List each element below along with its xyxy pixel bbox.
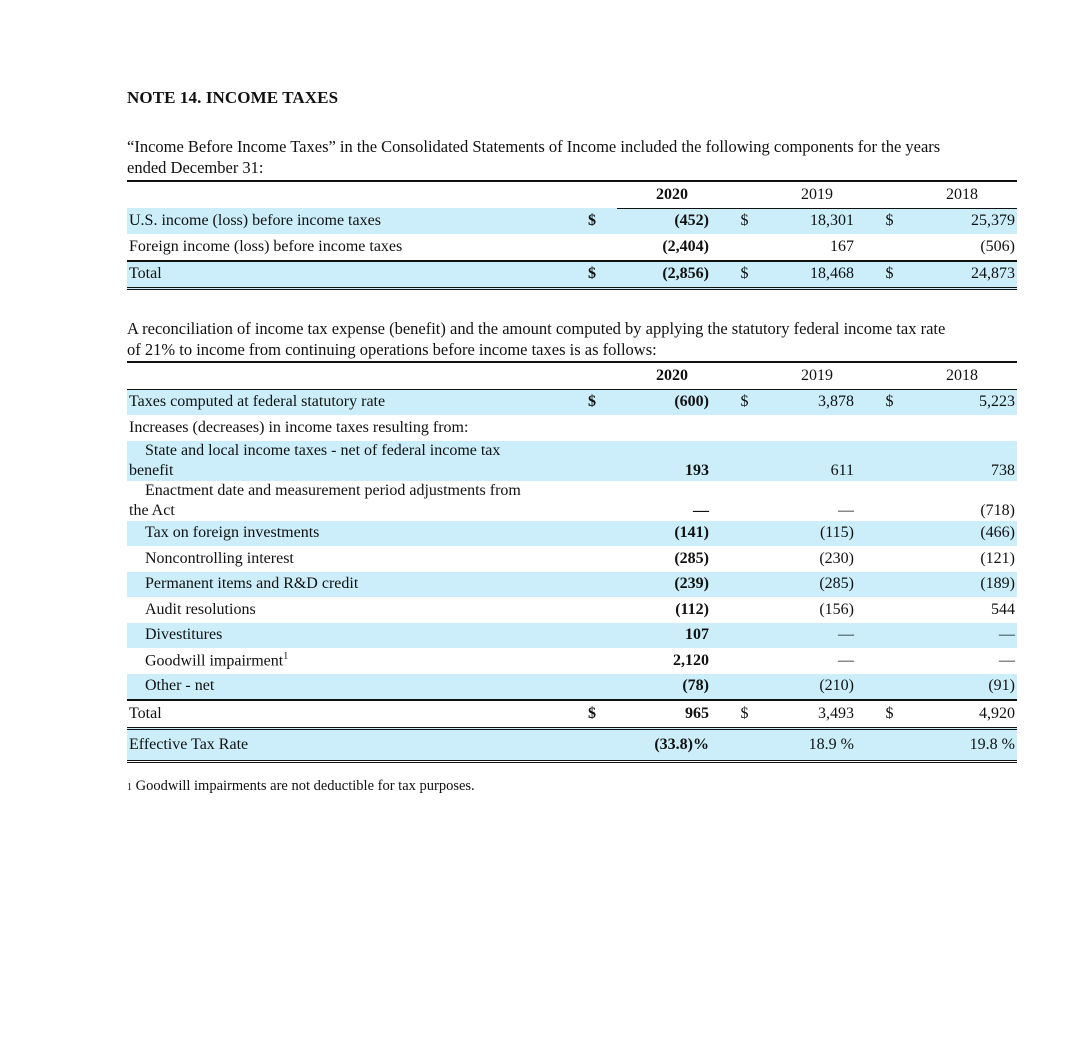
tax-reconciliation-table [127, 361, 1017, 763]
table-row: Foreign income (loss) before income taxes (2,404) 167 (506) [129, 237, 1015, 255]
table-row: Audit resolutions (112) (156) 544 [145, 600, 1015, 618]
table-row-effective-rate: Effective Tax Rate (33.8)% 18.9 % 19.8 % [127, 728, 1017, 761]
table-row-total: Total $ (2,856) $ 18,468 $ 24,873 [127, 261, 1017, 289]
year-2018-header: 2018 [907, 181, 1017, 208]
note-title: NOTE 14. INCOME TAXES [127, 88, 339, 107]
footnote-text: Goodwill impairments are not deductible for tax purposes. [135, 778, 475, 794]
year-2018-header: 2018 [907, 362, 1017, 389]
table-row: Enactment date and measurement period adjustments from the Act — — (718) [129, 481, 1015, 519]
intro-paragraph-1: “Income Before Income Taxes” in the Consolidated Statements of Income included the following components for the years ended December 31: [127, 137, 941, 177]
table-row: Other - net (78) (210) (91) [127, 674, 1017, 701]
year-2020-header: 2020 [617, 181, 727, 208]
year-2020-header: 2020 [617, 362, 727, 389]
footnote-marker: 1 [283, 651, 289, 663]
table-row: Noncontrolling interest (285) (230) (121) [145, 549, 1015, 567]
table1-header-row [127, 181, 1017, 208]
table-row-total: Total $ 965 $ 3,493 $ 4,920 [127, 700, 1017, 728]
footnote [127, 778, 475, 795]
table-row: U.S. income (loss) before income taxes $ (452) $ 18,301 $ 25,379 [127, 208, 1017, 234]
table-row: State and local income taxes - net of federal income tax benefit 193 611 738 [129, 441, 1015, 479]
intro-paragraph-2: A reconciliation of income tax expense (benefit) and the amount computed by applying the statutory federal income tax rate of 21% to income from continuing operations before income taxes is as follows: [127, 319, 946, 359]
table-row: Tax on foreign investments (141) (115) (466) [127, 521, 1017, 547]
year-2019-header: 2019 [762, 362, 872, 389]
table-row: Goodwill impairment$^1$ 2,120 — — [145, 651, 1015, 670]
table-row: Increases (decreases) in income taxes resulting from: [129, 418, 469, 436]
table-row: Taxes computed at federal statutory rate $ (600) $ 3,878 $ 5,223 [127, 389, 1017, 415]
table2-header-row [127, 362, 1017, 389]
table-row: Permanent items and R&D credit (239) (285) (189) [127, 572, 1017, 598]
footnote-marker: 1 [127, 782, 132, 793]
income-components-table [127, 180, 1017, 290]
year-2019-header: 2019 [762, 181, 872, 208]
table-row: Divestitures 107 — — [127, 623, 1017, 649]
